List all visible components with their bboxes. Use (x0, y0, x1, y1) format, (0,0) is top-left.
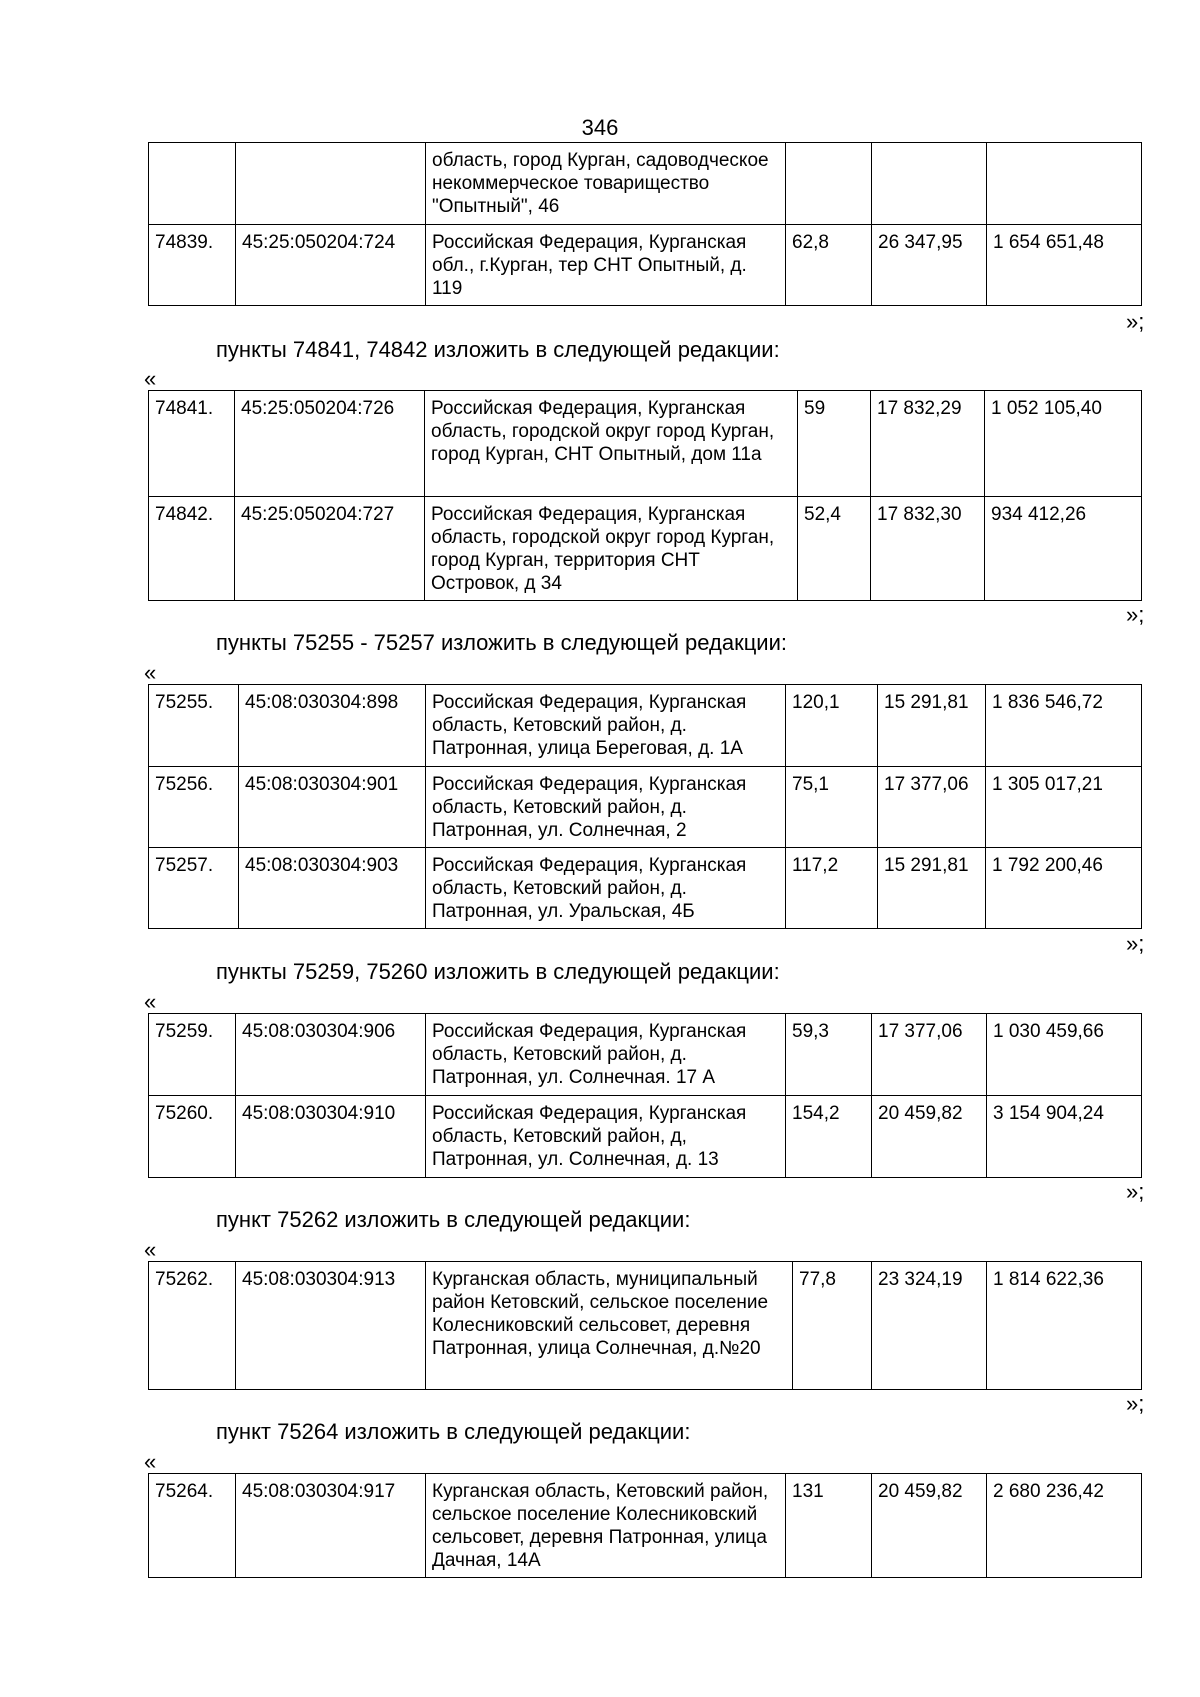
area: 75,1 (786, 767, 878, 848)
area: 77,8 (793, 1262, 872, 1390)
section-instruction: пункты 75259, 75260 изложить в следующей редакции: (216, 959, 780, 984)
cadastral-number: 45:25:050204:724 (236, 225, 426, 306)
table-row (149, 391, 1142, 497)
opening-quote-mark: « (144, 660, 157, 685)
cadastral-value: 1 654 651,48 (987, 225, 1142, 306)
area: 131 (786, 1474, 872, 1578)
row-number: 75262. (149, 1262, 236, 1390)
address: Курганская область, Кетовский район, сельское поселение Колесниковский сельсовет, деревня Патронная, улица Дачная, 14А (426, 1474, 786, 1578)
address: область, город Курган, садоводческое некоммерческое товарищество "Опытный", 46 (426, 143, 786, 225)
rate: 23 324,19 (872, 1262, 987, 1390)
closing-quote-mark: »; (1126, 931, 1145, 956)
row-number: 75259. (149, 1014, 236, 1096)
area: 117,2 (786, 848, 878, 929)
table-row (149, 143, 1142, 225)
area: 59,3 (786, 1014, 872, 1096)
cadastral-number: 45:25:050204:726 (235, 391, 425, 497)
opening-quote-mark: « (144, 366, 157, 391)
cadastral-number: 45:08:030304:913 (236, 1262, 426, 1390)
address: Российская Федерация, Курганская область, Кетовский район, д. Патронная, ул. Солнечная. 17 А (426, 1014, 786, 1096)
cadastral-value: 1 052 105,40 (985, 391, 1142, 497)
cadastral-number: 45:08:030304:917 (236, 1474, 426, 1578)
opening-quote-mark: « (144, 1237, 157, 1262)
rate: 17 832,30 (871, 497, 985, 601)
cadastral-value: 1 305 017,21 (986, 767, 1142, 848)
rate: 17 832,29 (871, 391, 985, 497)
area: 154,2 (786, 1096, 872, 1178)
section-instruction: пункты 74841, 74842 изложить в следующей редакции: (216, 337, 780, 362)
cadastral-value: 1 030 459,66 (987, 1014, 1142, 1096)
cadastral-value: 1 814 622,36 (987, 1262, 1142, 1390)
address: Российская Федерация, Курганская область, Кетовский район, д, Патронная, ул. Солнечная, д. 13 (426, 1096, 786, 1178)
rate: 17 377,06 (872, 1014, 987, 1096)
cadastral-value: 1 836 546,72 (986, 685, 1142, 767)
closing-quote-mark: »; (1126, 1391, 1145, 1416)
section-table (148, 1473, 1142, 1578)
section-table (148, 1013, 1142, 1178)
area: 59 (798, 391, 871, 497)
row-number: 74842. (149, 497, 235, 601)
table-row (149, 497, 1142, 601)
row-number: 75260. (149, 1096, 236, 1178)
row-number: 75256. (149, 767, 239, 848)
cadastral-value: 2 680 236,42 (987, 1474, 1142, 1578)
area (786, 143, 872, 225)
row-number: 75255. (149, 685, 239, 767)
continued-table (148, 142, 1142, 306)
row-number: 75264. (149, 1474, 236, 1578)
table-row (149, 1014, 1142, 1096)
rate: 20 459,82 (872, 1096, 987, 1178)
rate (872, 143, 987, 225)
rate: 20 459,82 (872, 1474, 987, 1578)
cadastral-value (987, 143, 1142, 225)
table-row (149, 1262, 1142, 1390)
closing-quote-mark: »; (1126, 602, 1145, 627)
table-row (149, 1474, 1142, 1578)
address: Российская Федерация, Курганская область, Кетовский район, д. Патронная, улица Береговая, д. 1А (426, 685, 786, 767)
address: Российская Федерация, Курганская область, Кетовский район, д. Патронная, ул. Солнечная, 2 (426, 767, 786, 848)
section-table (148, 390, 1142, 601)
cadastral-number (236, 143, 426, 225)
row-number (149, 143, 236, 225)
cadastral-value: 934 412,26 (985, 497, 1142, 601)
row-number: 74839. (149, 225, 236, 306)
cadastral-number: 45:08:030304:903 (239, 848, 426, 929)
rate: 26 347,95 (872, 225, 987, 306)
section-instruction: пункт 75262 изложить в следующей редакции: (216, 1207, 691, 1232)
area: 52,4 (798, 497, 871, 601)
closing-quote-mark: »; (1126, 309, 1145, 334)
closing-quote-mark: »; (1126, 1179, 1145, 1204)
cadastral-number: 45:08:030304:901 (239, 767, 426, 848)
address: Российская Федерация, Курганская область, городской округ город Курган, город Курган, территория СНТ Островок, д 34 (425, 497, 798, 601)
address: Российская Федерация, Курганская область, Кетовский район, д. Патронная, ул. Уральская, 4Б (426, 848, 786, 929)
cadastral-value: 1 792 200,46 (986, 848, 1142, 929)
rate: 15 291,81 (878, 685, 986, 767)
address: Российская Федерация, Курганская область, городской округ город Курган, город Курган, СНТ Опытный, дом 11а (425, 391, 798, 497)
cadastral-number: 45:08:030304:898 (239, 685, 426, 767)
address: Курганская область, муниципальный район Кетовский, сельское поселение Колесниковский сельсовет, деревня Патронная, улица Солнечная, д.№20 (426, 1262, 793, 1390)
section-table (148, 684, 1142, 929)
row-number: 75257. (149, 848, 239, 929)
cadastral-number: 45:25:050204:727 (235, 497, 425, 601)
area: 62,8 (786, 225, 872, 306)
table-row (149, 848, 1142, 929)
rate: 15 291,81 (878, 848, 986, 929)
opening-quote-mark: « (144, 1449, 157, 1474)
cadastral-value: 3 154 904,24 (987, 1096, 1142, 1178)
rate: 17 377,06 (878, 767, 986, 848)
table-row (149, 767, 1142, 848)
row-number: 74841. (149, 391, 235, 497)
area: 120,1 (786, 685, 878, 767)
section-instruction: пункт 75264 изложить в следующей редакции: (216, 1419, 691, 1444)
section-instruction: пункты 75255 - 75257 изложить в следующей редакции: (216, 630, 788, 655)
section-table (148, 1261, 1142, 1390)
page-number: 346 (581, 115, 619, 140)
cadastral-number: 45:08:030304:906 (236, 1014, 426, 1096)
cadastral-number: 45:08:030304:910 (236, 1096, 426, 1178)
opening-quote-mark: « (144, 989, 157, 1014)
address: Российская Федерация, Курганская обл., г.Курган, тер СНТ Опытный, д. 119 (426, 225, 786, 306)
table-row (149, 685, 1142, 767)
table-row (149, 1096, 1142, 1178)
table-row (149, 225, 1142, 306)
